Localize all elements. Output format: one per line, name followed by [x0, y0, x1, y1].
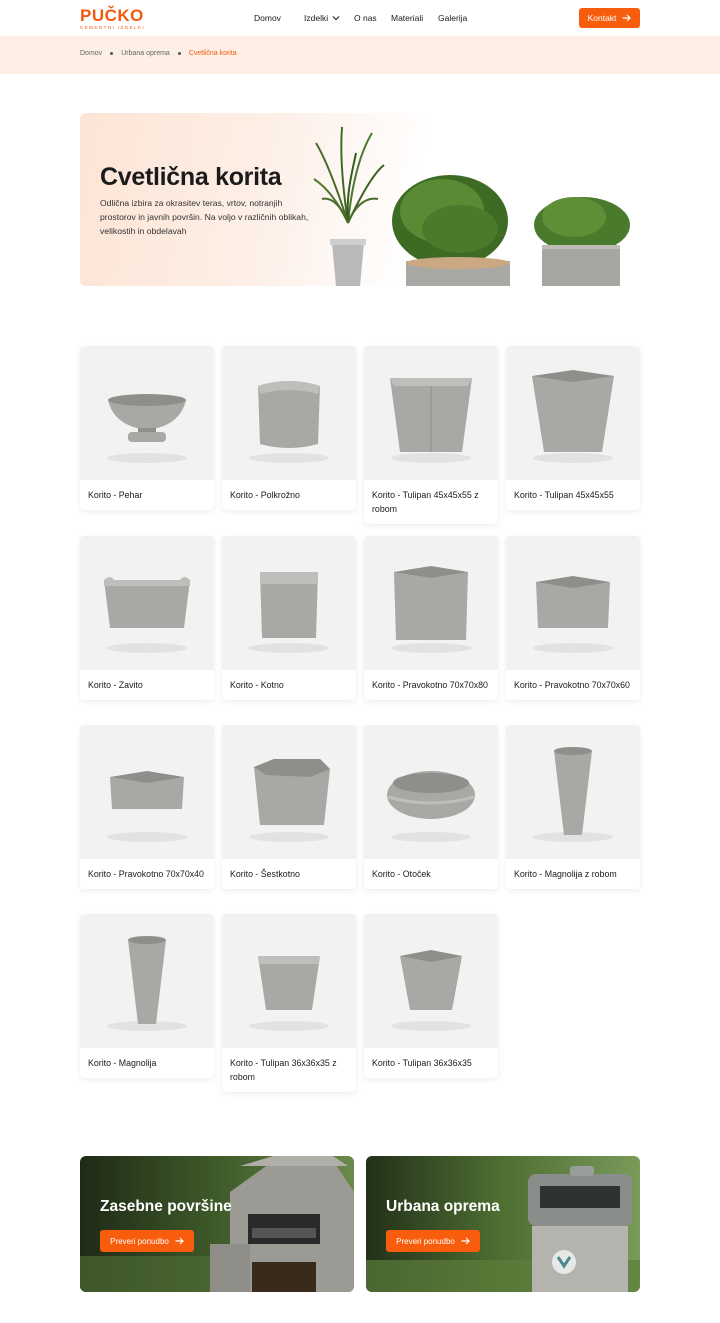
product-card[interactable]: [222, 914, 356, 1092]
product-image: [80, 536, 214, 670]
promo-waste-bin-image: [366, 1156, 640, 1292]
product-name: Korito - Pravokotno 70x70x40: [88, 869, 204, 879]
product-name: Korito - Otoček: [372, 869, 431, 879]
product-card[interactable]: [364, 346, 498, 524]
product-name: Korito - Tulipan 45x45x55: [514, 490, 614, 500]
product-card[interactable]: [506, 725, 640, 889]
logo-wordmark: PUČKO: [80, 6, 144, 25]
chevron-down-icon: [332, 15, 340, 21]
hero-description: Odlična izbira za okrasitev teras, vrtov, notranjih prostorov in javnih površin. Na voljo v različnih oblikah, velikostih in obdelavah: [100, 198, 309, 236]
product-name: Korito - Zavito: [88, 680, 143, 690]
product-name: Korito - Tulipan 45x45x55 z robom: [372, 490, 479, 514]
logo-tagline: CEMENTNI IZDELKI: [80, 25, 146, 30]
breadcrumb-link-urbana-oprema[interactable]: Urbana oprema: [121, 50, 170, 57]
product-name: Korito - Šestkotno: [230, 869, 300, 879]
breadcrumb: [80, 50, 237, 57]
product-name: Korito - Polkrožno: [230, 490, 300, 500]
product-image: [222, 536, 356, 670]
product-card[interactable]: [506, 536, 640, 700]
promo-card-urbana-oprema[interactable]: [366, 1156, 640, 1292]
product-image: [506, 536, 640, 670]
nav-item-domov[interactable]: Domov: [254, 13, 281, 23]
product-card[interactable]: [364, 536, 498, 700]
product-image: [364, 536, 498, 670]
check-offer-button[interactable]: Preveri ponudbo: [100, 1230, 194, 1252]
logo[interactable]: [80, 6, 160, 31]
product-image: [506, 725, 640, 859]
product-name: Korito - Magnolija: [88, 1058, 157, 1068]
check-offer-button[interactable]: Preveri ponudbo: [386, 1230, 480, 1252]
product-card[interactable]: [222, 346, 356, 510]
breadcrumb-current: Cvetlična korita: [188, 50, 237, 57]
product-image: [506, 346, 640, 480]
promo-title: Zasebne površine: [100, 1198, 232, 1215]
product-image: [364, 914, 498, 1048]
breadcrumb-bar: [0, 36, 720, 74]
product-image: [222, 914, 356, 1048]
hero-planters-image: [312, 113, 640, 286]
arrow-right-icon: [461, 1237, 470, 1245]
hero-banner: [80, 113, 640, 286]
promo-bbq-image: [80, 1156, 354, 1292]
product-name: Korito - Pehar: [88, 490, 143, 500]
product-name: Korito - Magnolija z robom: [514, 869, 617, 879]
nav-item-galerija[interactable]: Galerija: [438, 13, 468, 23]
product-card[interactable]: [222, 536, 356, 700]
product-name: Korito - Tulipan 36x36x35: [372, 1058, 472, 1068]
product-image: [222, 346, 356, 480]
promo-card-zasebne-povrsine[interactable]: [80, 1156, 354, 1292]
product-card[interactable]: [80, 914, 214, 1078]
breadcrumb-link-domov[interactable]: Domov: [80, 50, 103, 57]
product-image: [364, 725, 498, 859]
product-image: [222, 725, 356, 859]
arrow-right-icon: [622, 14, 631, 22]
product-image: [80, 725, 214, 859]
product-image: [80, 346, 214, 480]
product-card[interactable]: [506, 346, 640, 510]
product-card[interactable]: [80, 725, 214, 889]
product-card[interactable]: [364, 914, 498, 1078]
nav-item-izdelki[interactable]: Izdelki: [304, 13, 340, 23]
product-card[interactable]: [80, 346, 214, 510]
product-image: [80, 914, 214, 1048]
product-card[interactable]: [80, 536, 214, 700]
product-card[interactable]: [222, 725, 356, 889]
breadcrumb-separator: [178, 52, 181, 55]
promo-title: Urbana oprema: [386, 1198, 500, 1215]
nav-item-o-nas[interactable]: O nas: [354, 13, 377, 23]
product-image: [364, 346, 498, 480]
product-name: Korito - Tulipan 36x36x35 z robom: [230, 1058, 337, 1082]
product-card[interactable]: [364, 725, 498, 889]
breadcrumb-separator: [110, 52, 113, 55]
page-title: Cvetlična korita: [100, 163, 282, 191]
site-header: [0, 0, 720, 36]
arrow-right-icon: [175, 1237, 184, 1245]
product-name: Korito - Pravokotno 70x70x60: [514, 680, 630, 690]
product-name: Korito - Pravokotno 70x70x80: [372, 680, 488, 690]
nav-item-materiali[interactable]: Materiali: [391, 13, 424, 23]
product-name: Korito - Kotno: [230, 680, 284, 690]
contact-button[interactable]: Kontakt: [579, 8, 640, 28]
